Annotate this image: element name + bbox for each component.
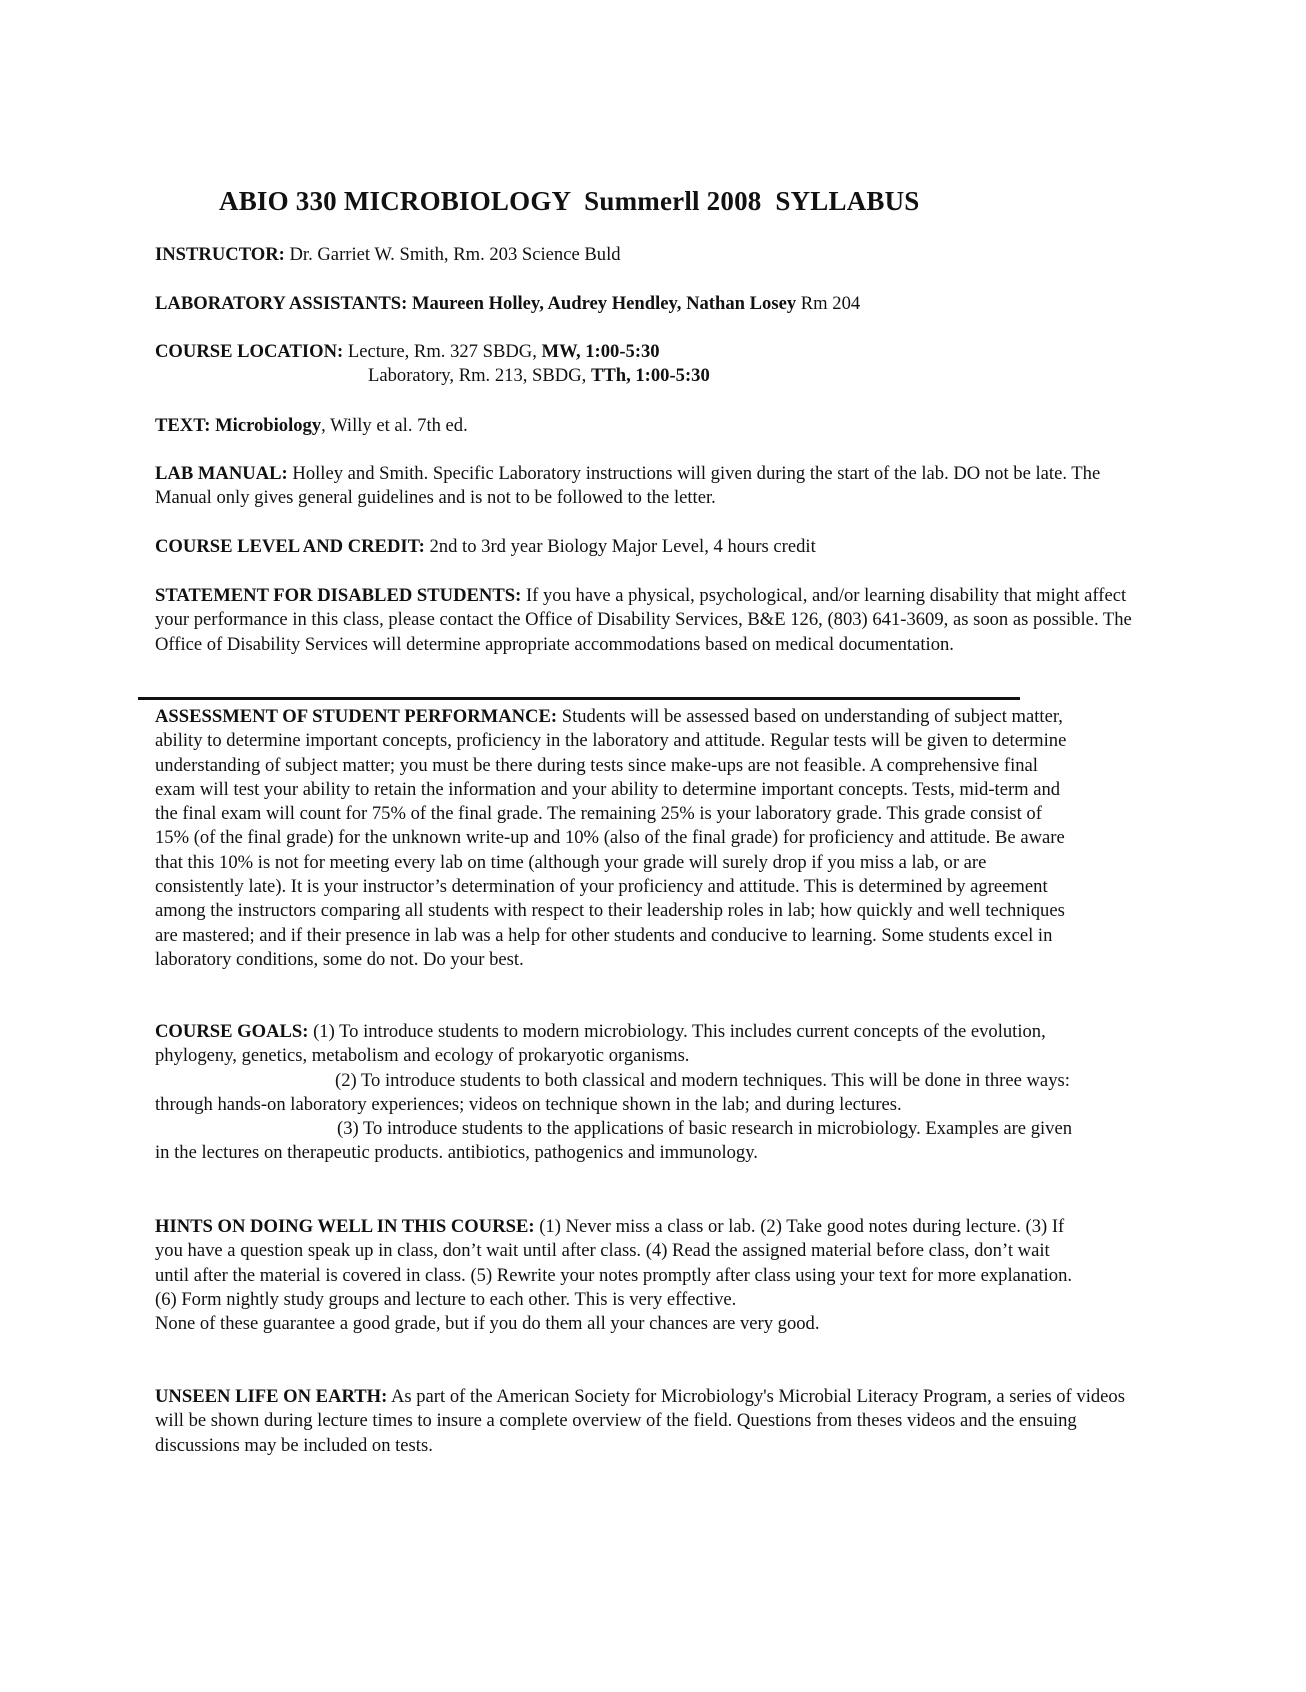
course-location-lab-line (368, 364, 710, 388)
unseen-label: UNSEEN LIFE ON EARTH: (155, 1386, 388, 1407)
goal-1: (1) To introduce students to modern microbiology. This includes current concepts of the evolution, phylogeny, genetics, metabolism and ecology of prokaryotic organisms. (155, 1021, 1046, 1067)
section-divider (138, 697, 1020, 700)
course-location-lecture: Lecture, Rm. 327 SBDG, (343, 341, 542, 362)
lab-assistants-names: Maureen Holley, Audrey Hendley, Nathan Losey (407, 293, 797, 314)
lab-assistants-label: LABORATORY ASSISTANTS: (155, 293, 408, 314)
instructor-text: Dr. Garriet W. Smith, Rm. 203 Science Buld (284, 244, 621, 265)
course-location-line (155, 340, 660, 364)
goal-3: (3) To introduce students to the applications of basic research in microbiology. Examples are given in the lectures on therapeutic products. antibiotics, pathogenics and immunology. (155, 1118, 1073, 1164)
course-level-text: 2nd to 3rd year Biology Major Level, 4 hours credit (424, 536, 816, 557)
assessment-section (155, 705, 1075, 972)
lab-manual-section (155, 462, 1140, 511)
disabled-text: If you have a physical, psychological, and/or learning disability that might affect your performance in this class, please contact the Office of Disability Services, B&E 126, (803) 641-3609, as soon as possible. The Office of Disability Services will determine appropriate accommodations based on medical documentation. (155, 585, 1132, 655)
text-label: TEXT: (155, 415, 211, 436)
course-level-label: COURSE LEVEL AND CREDIT: (155, 536, 425, 557)
hints-text: (1) Never miss a class or lab. (2) Take good notes during lecture. (3) If you have a question speak up in class, don’t wait until after class. (4) Read the assigned material before class, don’t wait until after the material is covered in class. (5) Rewrite your notes promptly after class using your text for more explanation. (6) Form nightly study groups and lecture to each other. This is very effective. (155, 1216, 1073, 1310)
lab-assistants-line (155, 292, 860, 316)
unseen-text: As part of the American Society for Microbiology's Microbial Literacy Program, a series of videos will be shown during lecture times to insure a complete overview of the field. Questions from theses videos and the ensuing discussions may be included on tests. (155, 1386, 1125, 1456)
goals-label: COURSE GOALS: (155, 1021, 309, 1042)
lab-manual-label: LAB MANUAL: (155, 463, 288, 484)
text-rest: , Willy et al. 7th ed. (321, 415, 468, 436)
hints-section (155, 1215, 1075, 1336)
text-title: Microbiology (210, 415, 322, 436)
assessment-label: ASSESSMENT OF STUDENT PERFORMANCE: (155, 706, 558, 727)
instructor-label: INSTRUCTOR: (155, 244, 285, 265)
lab-manual-text: Holley and Smith. Specific Laboratory instructions will given during the start of the lab. DO not be late. The Manual only gives general guidelines and is not to be followed to the letter. (155, 463, 1101, 509)
course-location-lab-days: TTh, 1:00-5:30 (590, 365, 710, 386)
course-location-lab: Laboratory, Rm. 213, SBDG, (368, 365, 591, 386)
lab-assistants-room: Rm 204 (796, 293, 861, 314)
unseen-life-section (155, 1385, 1140, 1458)
course-level-line (155, 535, 816, 559)
text-line (155, 414, 468, 438)
course-location-lecture-days: MW, 1:00-5:30 (541, 341, 660, 362)
hints-closing: None of these guarantee a good grade, but if you do them all your chances are very good. (155, 1313, 820, 1335)
course-location-label: COURSE LOCATION: (155, 341, 344, 362)
page-title: ABIO 330 MICROBIOLOGY Summerll 2008 SYLLABUS (219, 186, 920, 216)
goal-2: (2) To introduce students to both classical and modern techniques. This will be done in three ways: through hands-on laboratory experiences; videos on technique shown in the lab; and during lectures. (155, 1069, 1070, 1115)
disabled-label: STATEMENT FOR DISABLED STUDENTS: (155, 585, 522, 606)
instructor-line (155, 243, 621, 267)
course-goals-section (155, 1020, 1075, 1166)
disabled-students-section (155, 584, 1140, 657)
hints-label: HINTS ON DOING WELL IN THIS COURSE: (155, 1216, 535, 1237)
assessment-text: Students will be assessed based on understanding of subject matter, ability to determine important concepts, proficiency in the laboratory and attitude. Regular tests will be given to determine understanding of subject matter; you must be there during tests since make-ups are not feasible. A comprehensive final exam will test your ability to retain the information and your ability to determine important concepts. Tests, mid-term and the final exam will count for 75% of the final grade. The remaining 25% is your laboratory grade. This grade consist of 15% (of the final grade) for the unknown write-up and 10% (also of the final grade) for proficiency and attitude. Be aware that this 10% is not for meeting every lab on time (although your grade will surely drop if you miss a lab, or are consistently late). It is your instructor’s determination of your proficiency and attitude. This is determined by agreement among the instructors comparing all students with respect to their leadership roles in lab; how quickly and well techniques are mastered; and if their presence in lab was a help for other students and conducive to learning. Some students excel in laboratory conditions, some do not. Do your best. (155, 706, 1067, 970)
